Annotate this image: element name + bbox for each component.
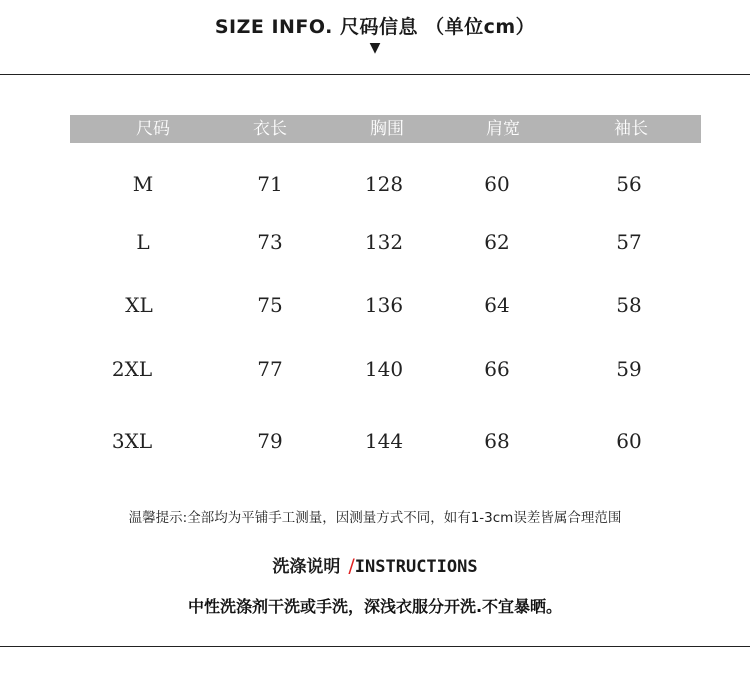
cell-size: 3XL bbox=[111, 429, 153, 453]
cell-sleeve: 56 bbox=[616, 172, 642, 196]
header-size: 尺码 bbox=[136, 119, 170, 139]
header-length: 衣长 bbox=[253, 119, 287, 139]
cell-shoulder: 68 bbox=[484, 429, 510, 453]
size-table-header bbox=[70, 115, 701, 143]
header-shoulder: 肩宽 bbox=[486, 119, 520, 139]
cell-size: M bbox=[132, 172, 154, 196]
top-divider bbox=[0, 74, 750, 75]
cell-chest: 144 bbox=[364, 429, 404, 453]
cell-sleeve: 60 bbox=[616, 429, 642, 453]
cell-chest: 128 bbox=[364, 172, 404, 196]
cell-length: 77 bbox=[257, 357, 283, 381]
cell-chest: 132 bbox=[364, 230, 404, 254]
wash-title-en: INSTRUCTIONS bbox=[354, 557, 478, 577]
down-arrow-icon: ▼ bbox=[369, 40, 381, 56]
cell-length: 71 bbox=[257, 172, 283, 196]
cell-size: 2XL bbox=[111, 357, 153, 381]
wash-instructions-heading bbox=[0, 552, 750, 577]
slash-divider: / bbox=[348, 555, 355, 577]
cell-size: L bbox=[136, 230, 150, 254]
cell-chest: 140 bbox=[364, 357, 404, 381]
cell-sleeve: 58 bbox=[616, 293, 642, 317]
cell-shoulder: 64 bbox=[484, 293, 510, 317]
size-info-title: SIZE INFO. 尺码信息 （单位cm） bbox=[214, 16, 536, 38]
header-sleeve: 袖长 bbox=[614, 119, 648, 139]
bottom-divider bbox=[0, 646, 750, 647]
cell-length: 79 bbox=[257, 429, 283, 453]
cell-sleeve: 57 bbox=[616, 230, 642, 254]
cell-shoulder: 66 bbox=[484, 357, 510, 381]
cell-length: 73 bbox=[257, 230, 283, 254]
cell-size: XL bbox=[125, 293, 153, 317]
cell-chest: 136 bbox=[364, 293, 404, 317]
cell-shoulder: 60 bbox=[484, 172, 510, 196]
wash-instructions-text: 中性洗涤剂干洗或手洗，深浅衣服分开洗.不宜暴晒。 bbox=[187, 597, 563, 616]
cell-length: 75 bbox=[257, 293, 283, 317]
cell-sleeve: 59 bbox=[616, 357, 642, 381]
wash-title-cn: 洗涤说明 bbox=[272, 557, 341, 577]
measurement-note: 温馨提示:全部均为平铺手工测量，因测量方式不同，如有1-3cm误差皆属合理范围 bbox=[128, 510, 622, 526]
header-chest: 胸围 bbox=[370, 119, 404, 139]
cell-shoulder: 62 bbox=[484, 230, 510, 254]
